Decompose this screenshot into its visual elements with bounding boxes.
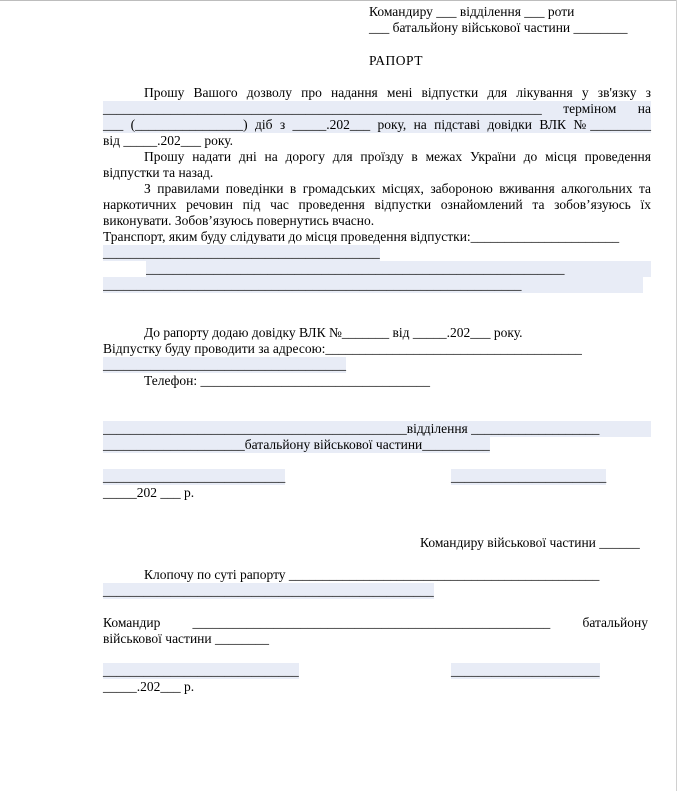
document-title: РАПОРТ (369, 53, 423, 68)
soldier-signature-field[interactable]: _______________________ (451, 469, 607, 484)
travel-days-paragraph-line-1: Прошу надати дні на дорогу для проїзду в межах України до місця проведення (144, 149, 651, 164)
travel-days-paragraph-line-2: відпустки та назад. (103, 165, 214, 180)
duration-field[interactable]: ___ (________________) діб з _____.202___ року, на підставі довідки ВЛК №_________ (103, 117, 651, 132)
addressee-line-1: Командиру ___ відділення ___ роти (369, 4, 575, 19)
soldier-rank-name-field[interactable]: ___________________________ (103, 469, 286, 484)
page-top-border (0, 0, 677, 1)
conduct-paragraph-line-2: наркотичних речовин під час проведення відпустки ознайомлений та зобов’язуюсь їх (103, 197, 651, 212)
petition-field[interactable]: Клопочу по суті рапорту ______________________________________________ (144, 567, 600, 582)
transport-field-line-3[interactable]: ______________________________________________________________ (146, 261, 651, 277)
soldier-unit-field[interactable]: _____________________________________________відділення ___________________ (103, 421, 651, 437)
vlk-attachment-field[interactable]: До рапорту додаю довідку ВЛК №_______ від _____.202___ року. (144, 325, 523, 340)
commander-rank-name-field[interactable]: _____________________________ (103, 663, 299, 678)
transport-field-line-4[interactable]: ______________________________________________________________ (103, 277, 643, 293)
address-field[interactable]: Відпустку буду проводити за адресою:______________________________________ (103, 341, 582, 356)
battalion-commander-field[interactable]: Командир _____________________________________________________ батальйону (103, 615, 648, 630)
soldier-date-field[interactable]: _____202 ___ р. (103, 485, 195, 500)
transport-field[interactable]: Транспорт, яким буду слідувати до місця проведення відпустки:______________________ (103, 229, 620, 244)
soldier-battalion-field[interactable]: _____________________батальйону військової частини__________ (103, 437, 490, 452)
addressee-line-2: ___ батальйону військової частини ________ (369, 20, 628, 35)
request-paragraph-line-1: Прошу Вашого дозволу про надання мені відпустки для лікування у зв'язку з (144, 85, 651, 100)
phone-field[interactable]: Телефон: __________________________________ (144, 373, 430, 388)
commander-signature-field[interactable]: ______________________ (451, 663, 600, 678)
vlk-date-field[interactable]: від _____.202___ року. (103, 133, 234, 148)
address-field-line-2[interactable]: ____________________________________ (103, 357, 346, 372)
commander-date-field[interactable]: _____.202___ р. (103, 679, 195, 694)
petition-field-line-2[interactable]: _________________________________________________ (103, 583, 434, 598)
transport-field-line-2[interactable]: _________________________________________ (103, 245, 380, 260)
reason-field[interactable]: _________________________________________________________________ терміном на (103, 101, 651, 116)
battalion-commander-unit-field[interactable]: військової частини ________ (103, 631, 270, 646)
conduct-paragraph-line-3: виконувати. Зобов’язуюсь повернутись вчасно. (103, 213, 375, 228)
conduct-paragraph-line-1: З правилами поведінки в громадських місцях, забороною вживання алкогольних та (144, 181, 651, 196)
commander-addressee: Командиру військової частини ______ (420, 535, 640, 550)
